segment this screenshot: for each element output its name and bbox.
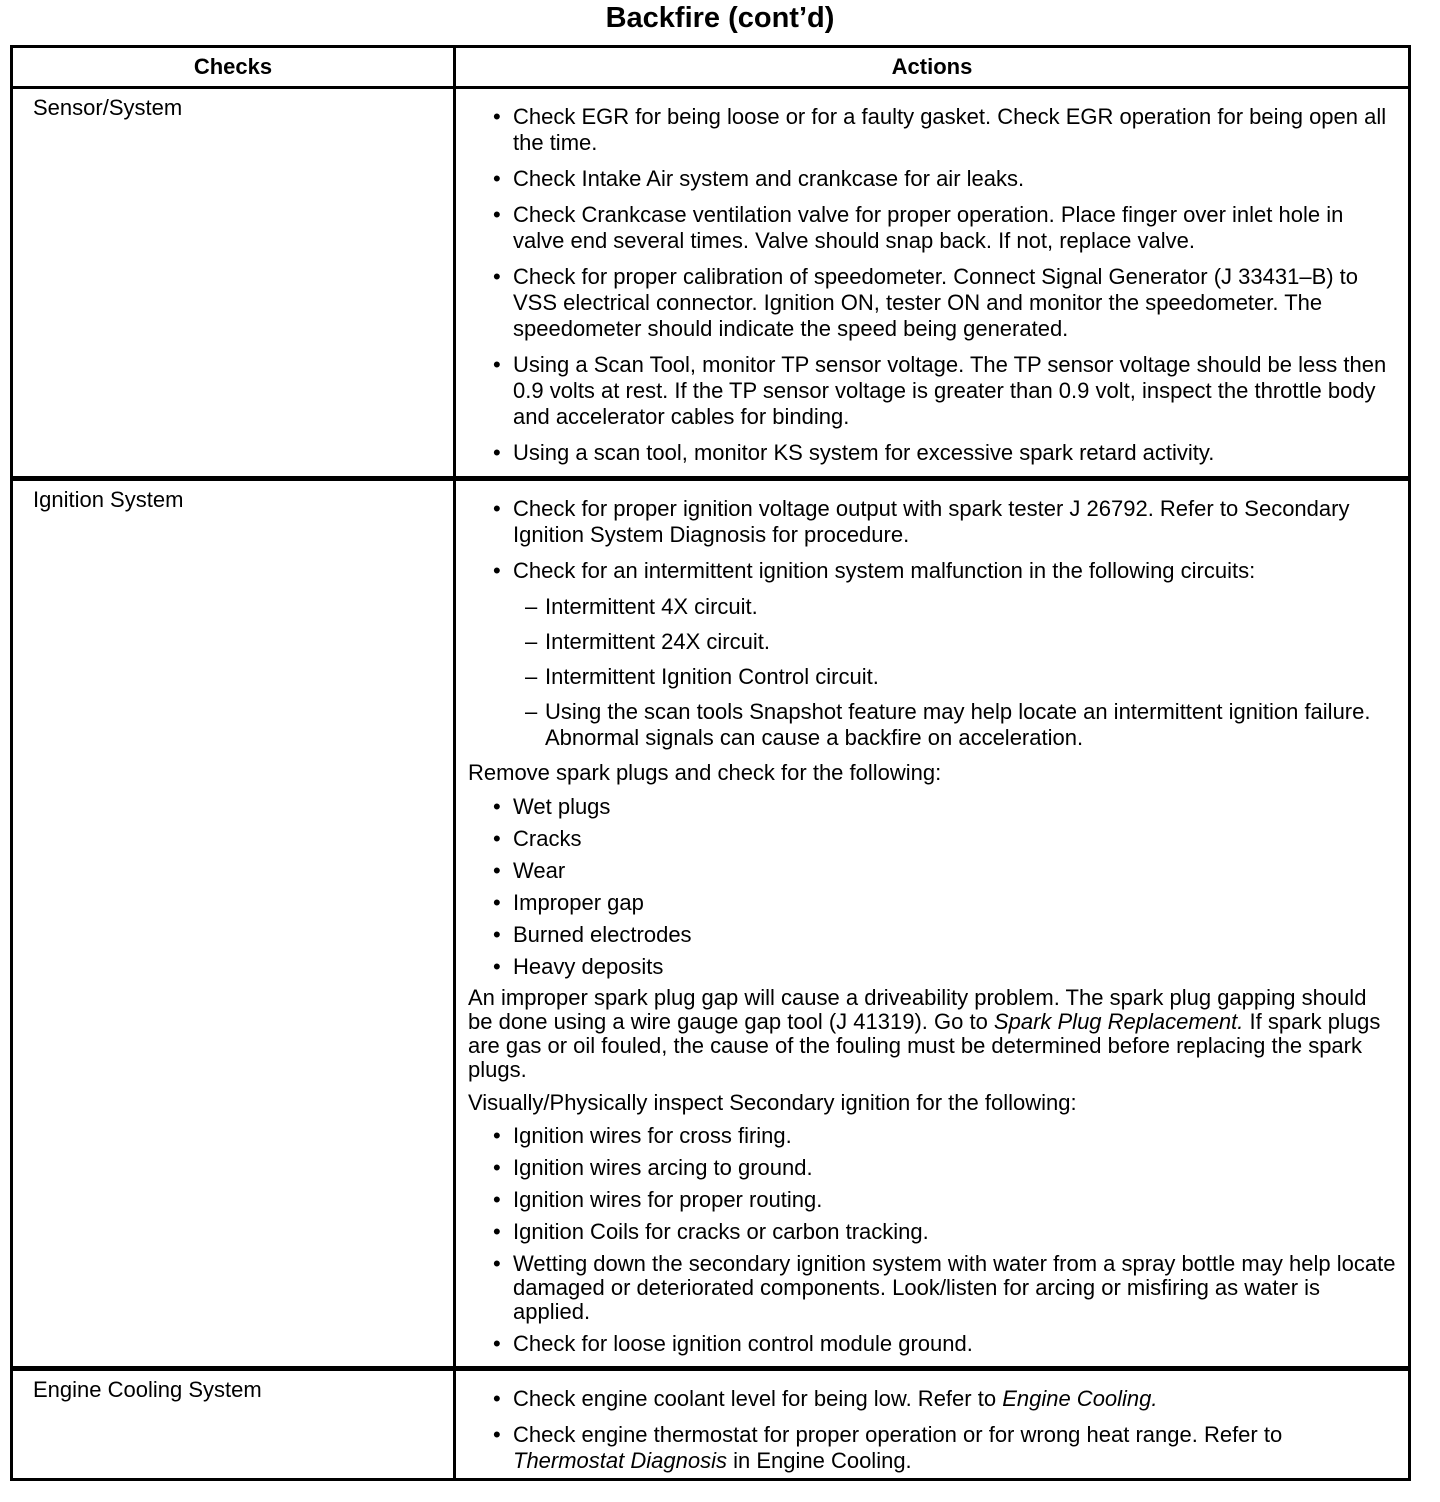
gap-paragraph	[468, 986, 1396, 1082]
check-cell	[12, 88, 455, 479]
list-item: – Using the scan tools Snapshot feature may help locate an intermittent ignition failure. Abnormal signals can cause a backfire on acceleration.	[468, 699, 1396, 751]
list-item: – Intermittent Ignition Control circuit.	[468, 664, 1396, 690]
diagnosis-table	[10, 45, 1411, 1481]
gap-text-end: If spark plugs are gas or oil fouled, the cause of the fouling must be determined before replacing the spark plugs.	[468, 1009, 1381, 1082]
spark-plug-reference: Spark Plug Replacement.	[993, 1009, 1244, 1034]
list-item: • Ignition wires for proper routing.	[468, 1188, 1396, 1212]
list-item: • Check Intake Air system and crankcase for air leaks.	[468, 166, 1396, 192]
list-item: • Burned electrodes	[468, 922, 1396, 948]
list-item: – Intermittent 24X circuit.	[468, 629, 1396, 655]
secondary-intro: Visually/Physically inspect Secondary ignition for the following:	[468, 1090, 1077, 1115]
list-item: • Check for proper calibration of speedometer. Connect Signal Generator (J 33431–B) to VSS electrical connector. Ignition ON, tester ON and monitor the speedometer. The speedometer should indicate the speed being generated.	[468, 264, 1396, 342]
list-item: • Ignition wires for cross firing.	[468, 1124, 1396, 1148]
actions-cell	[455, 479, 1410, 1369]
list-item: • Wet plugs	[468, 794, 1396, 820]
thermostat-reference: Thermostat Diagnosis	[513, 1448, 727, 1473]
table-row	[12, 479, 1410, 1369]
table-row	[12, 88, 1410, 479]
action-list	[468, 104, 1396, 466]
actions-header: Actions	[455, 47, 1410, 88]
list-item: • Check EGR for being loose or for a faulty gasket. Check EGR operation for being open all the time.	[468, 104, 1396, 156]
list-item	[468, 1386, 1396, 1412]
plug-list	[468, 794, 1396, 980]
header-row	[12, 47, 1410, 88]
list-item: • Ignition wires arcing to ground.	[468, 1156, 1396, 1180]
list-item: • Ignition Coils for cracks or carbon tracking.	[468, 1220, 1396, 1244]
gap-text: An improper spark plug gap will cause a driveability problem. The spark plug gapping should be done using a wire gauge gap tool (J 41319). Go to	[468, 985, 1367, 1034]
list-item: • Check for an intermittent ignition system malfunction in the following circuits:	[468, 558, 1396, 584]
thermostat-text-end: in Engine Cooling.	[726, 1448, 912, 1473]
list-item: – Intermittent 4X circuit.	[468, 594, 1396, 620]
check-cell	[12, 1369, 455, 1480]
list-item: • Wear	[468, 858, 1396, 884]
checks-header: Checks	[12, 47, 455, 88]
list-item: • Check for loose ignition control module ground.	[468, 1332, 1396, 1356]
list-item: • Using a scan tool, monitor KS system for excessive spark retard activity.	[468, 440, 1396, 466]
list-item: • Heavy deposits	[468, 954, 1396, 980]
action-list	[468, 1386, 1396, 1474]
circuit-list	[468, 594, 1396, 751]
list-item	[468, 1422, 1396, 1474]
check-label: Ignition System	[33, 487, 184, 512]
actions-cell	[455, 88, 1410, 479]
check-cell	[12, 479, 455, 1369]
list-item: • Check for proper ignition voltage output with spark tester J 26792. Refer to Secondary Ignition System Diagnosis for procedure.	[468, 496, 1396, 548]
check-label: Sensor/System	[33, 95, 183, 120]
actions-cell	[455, 1369, 1410, 1480]
list-item: • Using a Scan Tool, monitor TP sensor voltage. The TP sensor voltage should be less then 0.9 volts at rest. If the TP sensor voltage is greater than 0.9 volt, inspect the throttle body and accelerator cables for binding.	[468, 352, 1396, 430]
secondary-list	[468, 1124, 1396, 1356]
thermostat-text: Check engine thermostat for proper operation or for wrong heat range. Refer to	[513, 1422, 1283, 1447]
check-label: Engine Cooling System	[33, 1377, 262, 1402]
engine-cooling-reference: Engine Cooling.	[1002, 1386, 1158, 1411]
action-list	[468, 496, 1396, 584]
list-item: • Wetting down the secondary ignition system with water from a spray bottle may help locate damaged or deteriorated components. Look/listen for arcing or misfiring as water is applied.	[468, 1252, 1396, 1324]
table-row	[12, 1369, 1410, 1480]
page-title: Backfire (cont’d)	[605, 2, 835, 34]
list-item: • Improper gap	[468, 890, 1396, 916]
coolant-text: Check engine coolant level for being low. Refer to	[513, 1386, 1003, 1411]
list-item: • Check Crankcase ventilation valve for proper operation. Place finger over inlet hole in valve end several times. Valve should snap back. If not, replace valve.	[468, 202, 1396, 254]
plug-intro: Remove spark plugs and check for the following:	[468, 760, 942, 785]
list-item: • Cracks	[468, 826, 1396, 852]
